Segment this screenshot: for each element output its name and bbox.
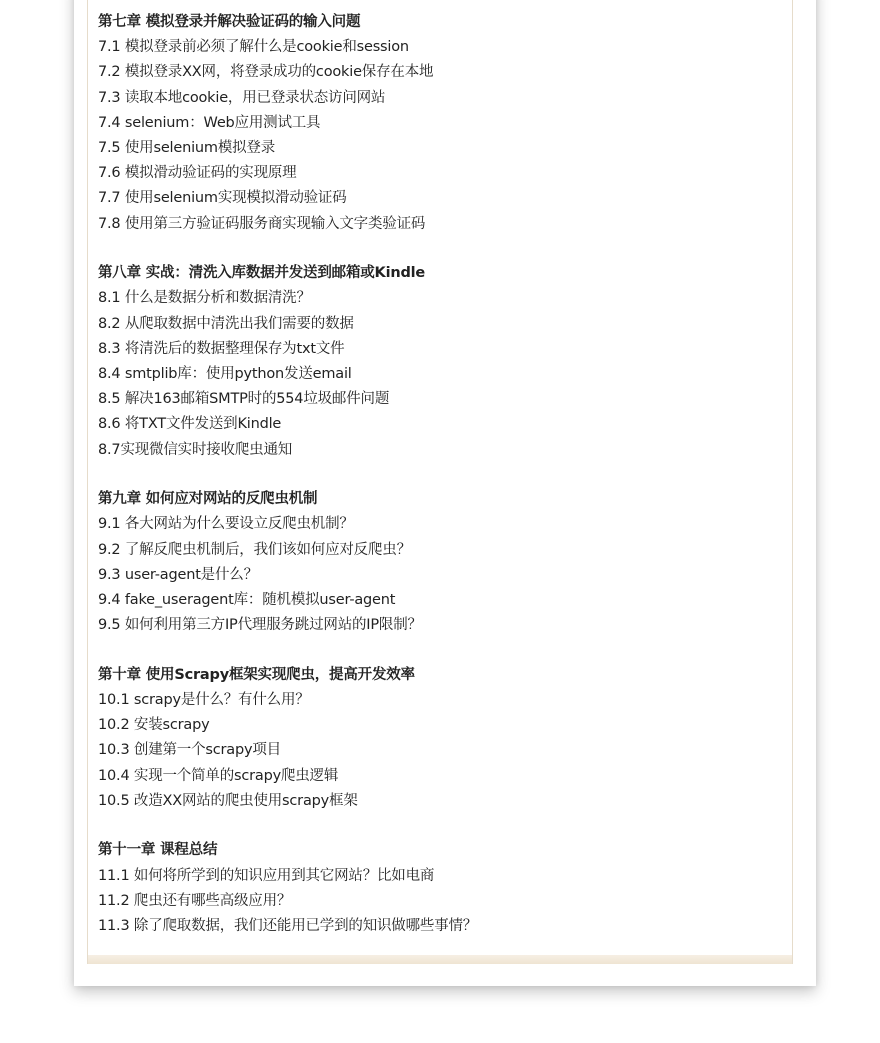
lesson-item: 8.7实现微信实时接收爬虫通知	[98, 441, 293, 458]
chapter-section	[98, 261, 778, 463]
lesson-item: 8.5 解决163邮箱SMTP时的554垃圾邮件问题	[98, 391, 390, 408]
chapter-section	[98, 838, 778, 939]
lesson-item: 10.1 scrapy是什么？有什么用？	[98, 692, 310, 708]
chapter-title: 第九章 如何应对网站的反爬虫机制	[98, 491, 318, 508]
lesson-item: 7.1 模拟登录前必须了解什么是cookie和session	[98, 39, 409, 56]
lesson-item: 9.5 如何利用第三方IP代理服务跳过网站的IP限制？	[98, 617, 422, 634]
lesson-item: 11.1 如何将所学到的知识应用到其它网站？比如电商	[98, 867, 435, 884]
lesson-item: 7.7 使用selenium实现模拟滑动验证码	[98, 190, 347, 207]
lesson-item: 10.5 改造XX网站的爬虫使用scrapy框架	[98, 792, 358, 809]
toc-card	[87, 0, 793, 964]
chapter-title: 第八章 实战：清洗入库数据并发送到邮箱或Kindle	[98, 265, 426, 282]
lesson-item: 7.8 使用第三方验证码服务商实现输入文字类验证码	[98, 215, 426, 232]
lesson-item: 7.5 使用selenium模拟登录	[98, 139, 276, 156]
lesson-item: 8.3 将清洗后的数据整理保存为txt文件	[98, 340, 345, 357]
chapter-title: 第十一章 课程总结	[98, 842, 218, 859]
lesson-item: 8.6 将TXT文件发送到Kindle	[98, 416, 282, 433]
table-of-contents	[98, 10, 778, 964]
lesson-item: 9.4 fake_useragent库：随机模拟user-agent	[98, 591, 396, 608]
lesson-item: 7.3 读取本地cookie，用已登录状态访问网站	[98, 89, 386, 106]
lesson-item: 10.3 创建第一个scrapy项目	[98, 742, 281, 759]
chapter-title: 第十章 使用Scrapy框架实现爬虫，提高开发效率	[98, 666, 415, 683]
lesson-item: 8.4 smtplib库：使用python发送email	[98, 365, 352, 382]
lesson-item: 10.4 实现一个简单的scrapy爬虫逻辑	[98, 767, 339, 784]
chapter-section	[98, 487, 778, 638]
chapter-title: 第七章 模拟登录并解决验证码的输入问题	[98, 14, 361, 30]
lesson-item: 11.2 爬虫还有哪些高级应用？	[98, 892, 292, 909]
chapter-section	[98, 663, 778, 814]
lesson-item: 10.2 安装scrapy	[98, 717, 210, 734]
lesson-item: 9.3 user-agent是什么？	[98, 566, 258, 583]
chapter-section	[98, 10, 778, 237]
lesson-item: 9.1 各大网站为什么要设立反爬虫机制？	[98, 516, 354, 533]
lesson-item: 11.3 除了爬取数据，我们还能用已学到的知识做哪些事情？	[98, 918, 478, 934]
lesson-item: 8.1 什么是数据分析和数据清洗？	[98, 290, 311, 307]
lesson-item: 7.2 模拟登录XX网，将登录成功的cookie保存在本地	[98, 64, 434, 81]
lesson-item: 9.2 了解反爬虫机制后，我们该如何应对反爬虫？	[98, 541, 411, 558]
lesson-item: 7.6 模拟滑动验证码的实现原理	[98, 165, 297, 182]
lesson-item: 8.2 从爬取数据中清洗出我们需要的数据	[98, 315, 354, 332]
card-bottom-bar	[88, 955, 792, 964]
lesson-item: 7.4 selenium：Web应用测试工具	[98, 114, 321, 131]
